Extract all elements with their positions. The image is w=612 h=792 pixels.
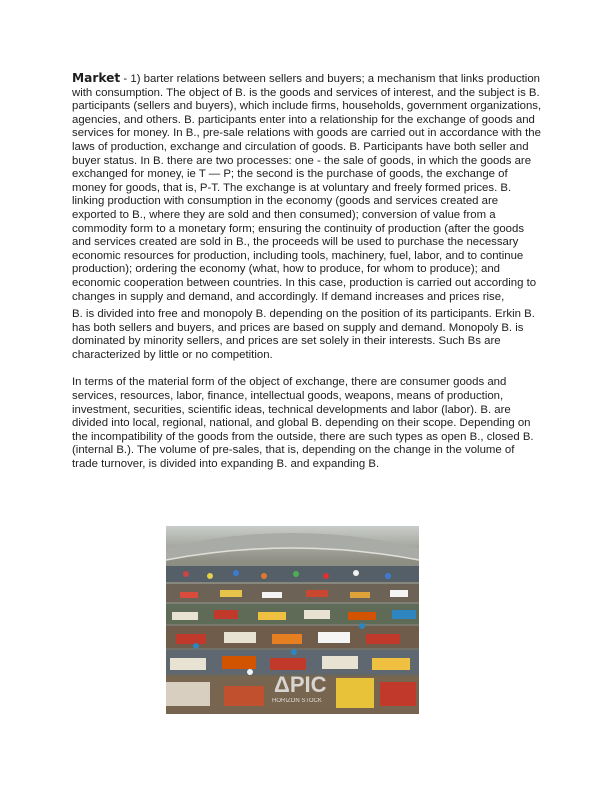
paragraph-market-definition	[72, 72, 542, 304]
paragraph-1-text: - 1) barter relations between sellers and buyers; a mechanism that links production with consumption. The object of B. is the goods and services of interest, and the subject is B. participants (sellers and buyers), which include firms, households, government organizations, agencies, and others. B. participants enter into a relationship for the exchange of goods and services for money. In B., pre-sale relations with goods are carried out in accordance with the laws of production, exchange and circulation of goods. B. Participants have both seller and buyer status. In B. there are two processes: one - the sale of goods, in which the goods are exchanged for money, ie T — P; the second is the purchase of goods, the exchange of money for goods, that is, P-T. The exchange is at voluntary and freely formed prices. B. linking production with consumption in the economy (goods and services created are exported to B., where they are sold and then consumed); conversion of value from a commodity form to a monetary form; ensuring the continuity of production (after the goods and services created are sold in B., the proceeds will be used to purchase the necessary economic resources for production, including tools, machinery, fuel, labor, and to continue production); ordering the economy (what, how to produce, for whom to produce); and economic cooperation between countries. In this case, production is carried out according to changes in supply and demand, and accordingly. If demand increases and prices rise,	[72, 73, 542, 303]
document-body	[72, 72, 542, 472]
term-heading: Market	[72, 71, 121, 85]
market-photo	[166, 526, 419, 714]
watermark-mark: ΔPIC	[274, 672, 327, 697]
paragraph-material-form: In terms of the material form of the object of exchange, there are consumer goods and services, resources, labor, finance, intellectual goods, weapons, means of production, investment, securities, scientific ideas, technical developments and labor (labor). B. are divided into local, regional, national, and global B. depending on their scope. Depending on the incompatibility of the goods from the outside, there are such types as open B., closed B. (internal B.). The volume of pre-sales, that is, depending on the change in the volume of trade turnover, is divided into expanding B. and expanding B.	[72, 376, 534, 471]
market-photo-illustration	[166, 526, 419, 714]
watermark-text: HORIZON STOCK	[272, 698, 322, 704]
paragraph-free-monopoly: B. is divided into free and monopoly B. depending on the position of its participants. Erkin B. has both sellers and buyers, and prices are based on supply and demand. Monopoly B. is dominated by minority sellers, and prices are set solely in their interests. Such Bs are characterized by little or no competition.	[72, 308, 535, 361]
